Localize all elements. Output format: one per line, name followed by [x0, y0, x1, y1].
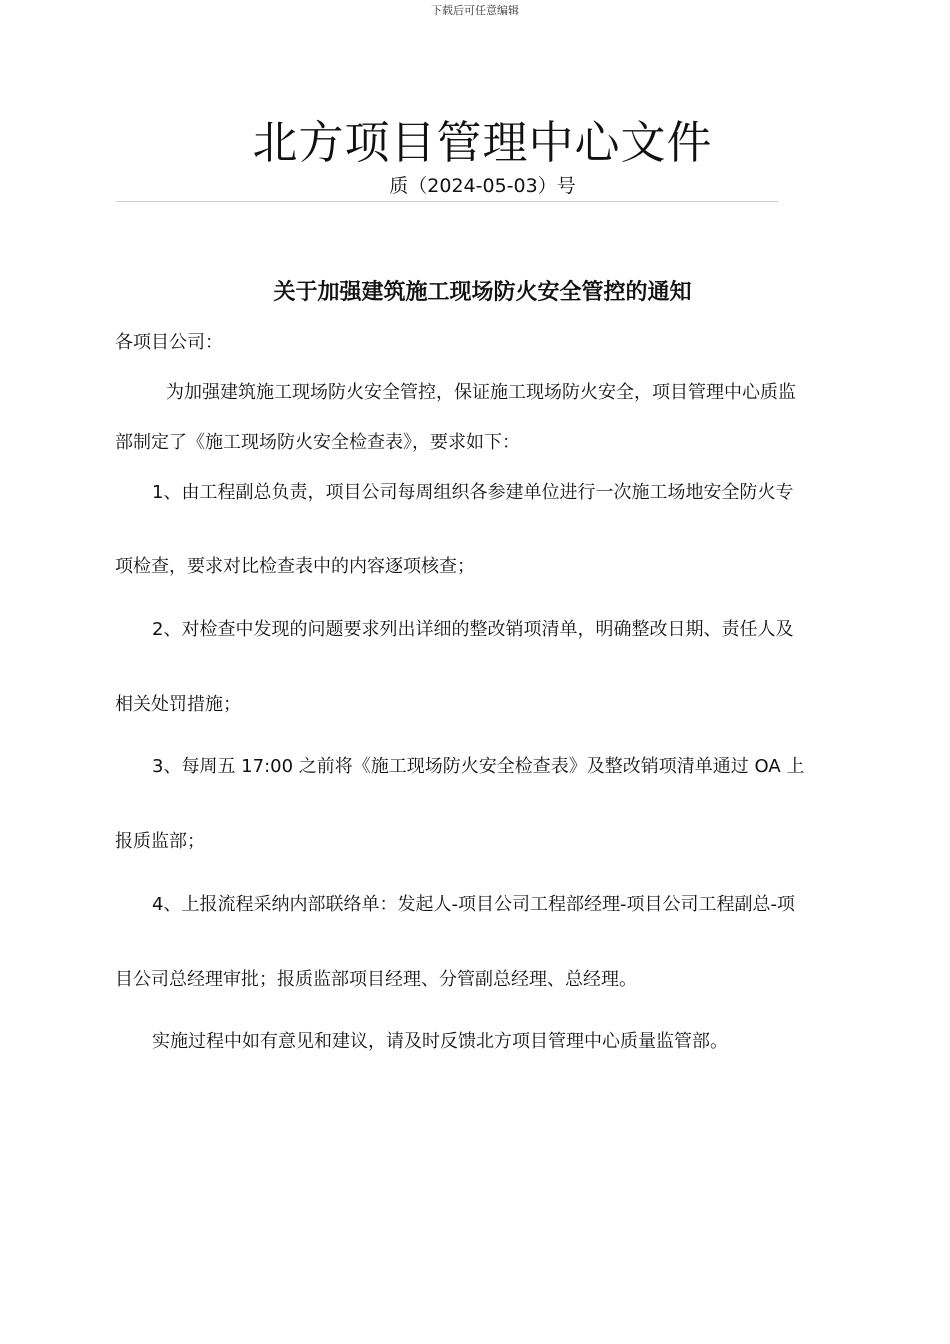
salutation: 各项目公司： — [115, 332, 223, 353]
title-divider — [116, 201, 778, 202]
document-title: 北方项目管理中心文件 — [252, 116, 713, 169]
item-3-line-1: 3、每周五 17:00 之前将《施工现场防火安全检查表》及整改销项清单通过 OA 上 — [152, 756, 805, 777]
item-1-line-1: 1、由工程副总负责，项目公司每周组织各参建单位进行一次施工场地安全防火专 — [152, 482, 794, 503]
item-2-line-1: 2、对检查中发现的问题要求列出详细的整改销项清单，明确整改日期、责任人及 — [152, 619, 794, 640]
item-2-line-2: 相关处罚措施； — [115, 694, 241, 715]
item-3-line-2: 报质监部； — [115, 831, 205, 852]
closing-line: 实施过程中如有意见和建议，请及时反馈北方项目管理中心质量监管部。 — [152, 1031, 728, 1052]
document-number: 质（2024-05-03）号 — [389, 175, 576, 197]
item-4-line-2: 目公司总经理审批；报质监部项目经理、分管副总经理、总经理。 — [115, 969, 637, 990]
item-1-line-2: 项检查，要求对比检查表中的内容逐项核查； — [115, 556, 475, 577]
intro-line-1: 为加强建筑施工现场防火安全管控，保证施工现场防火安全，项目管理中心质监 — [166, 382, 796, 403]
item-4-line-1: 4、上报流程采纳内部联络单：发起人-项目公司工程部经理-项目公司工程副总-项 — [152, 894, 795, 915]
intro-line-2: 部制定了《施工现场防火安全检查表》，要求如下： — [115, 432, 520, 453]
header-note: 下载后可任意编辑 — [431, 4, 519, 17]
notice-title: 关于加强建筑施工现场防火安全管控的通知 — [273, 280, 692, 305]
